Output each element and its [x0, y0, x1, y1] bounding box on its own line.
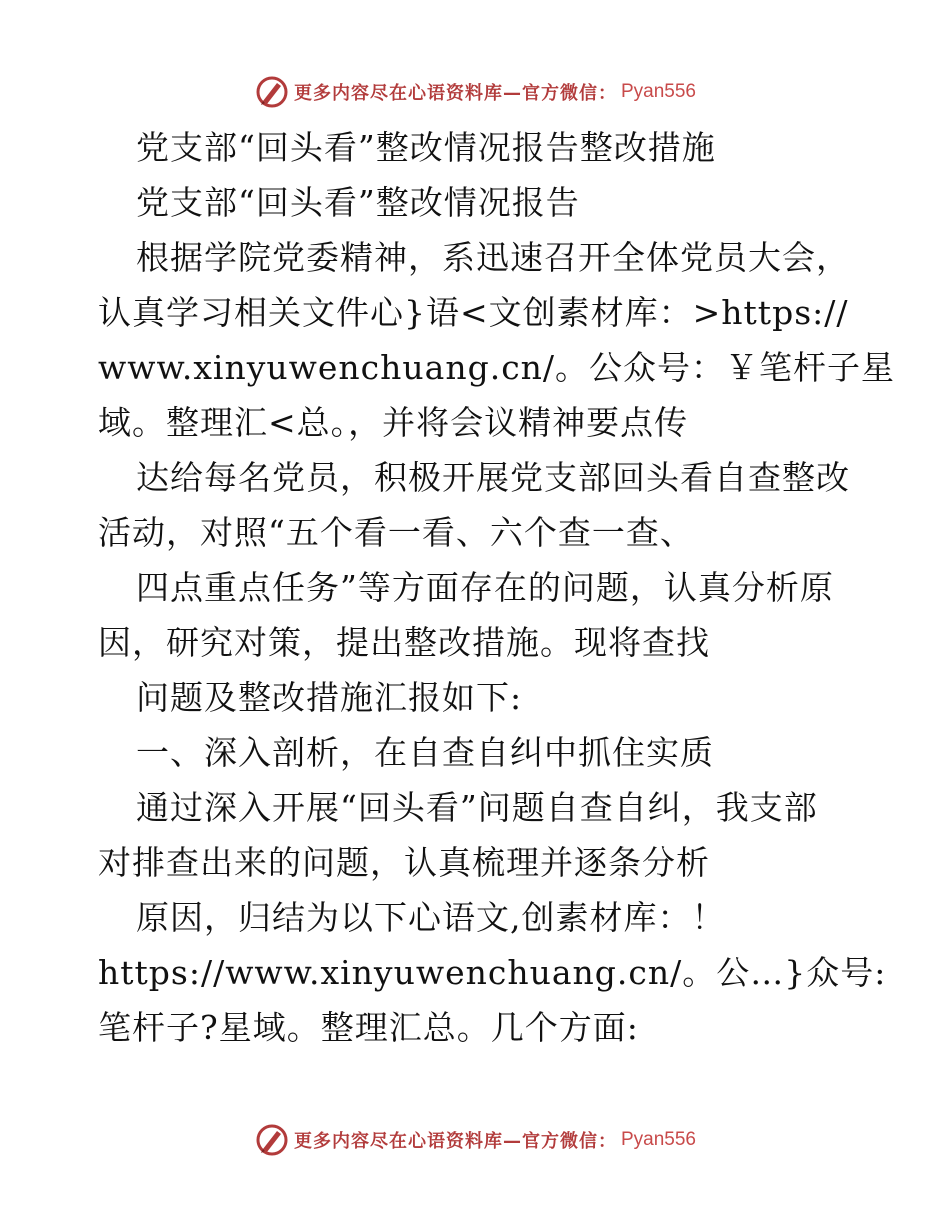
wechat-handle: Pyan556: [620, 1129, 696, 1150]
text-line: 通过深入开展“回头看”问题自查自纠，我支部: [136, 788, 818, 827]
header-banner: [0, 70, 950, 114]
wechat-handle: Pyan556: [620, 81, 696, 102]
doc-subtitle: 党支部“回头看”整改情况报告: [136, 183, 580, 222]
text-line: 认真学习相关文件心}语<文创素材库：>https://: [98, 293, 849, 332]
text-line: 根据学院党委精神，系迅速召开全体党员大会，: [136, 238, 850, 277]
text-line: 对排查出来的问题，认真梳理并逐条分析: [98, 843, 710, 882]
text-line: www.xinyuwenchuang.cn/。公众号：￥笔杆子星: [98, 348, 896, 387]
footer-banner: [0, 1118, 950, 1162]
text-line: 笔杆子?星域。整理汇总。几个方面:: [98, 1008, 639, 1047]
text-line: 活动，对照“五个看一看、六个查一查、: [98, 513, 694, 552]
banner-text: 更多内容尽在心语资料库—官方微信：: [293, 1131, 617, 1152]
pen-logo-icon: [254, 1122, 290, 1158]
text-line: 四点重点任务”等方面存在的问题，认真分析原: [136, 568, 834, 607]
text-line: 因，研究对策，提出整改措施。现将查找: [98, 623, 710, 662]
text-line: 域。整理汇<总。，并将会议精神要点传: [98, 403, 689, 442]
text-line: 原因，归结为以下心语文,创素材库：！: [136, 898, 726, 937]
text-line: 问题及整改措施汇报如下:: [136, 678, 523, 717]
section-heading: 一、深入剖析，在自查自纠中抓住实质: [136, 733, 714, 772]
banner-text: 更多内容尽在心语资料库—官方微信：: [293, 83, 617, 104]
doc-title: 党支部“回头看”整改情况报告整改措施: [136, 128, 716, 167]
pen-logo-icon: [254, 74, 290, 110]
document-body: [98, 120, 896, 1055]
text-line: https://www.xinyuwenchuang.cn/。公…}众号:: [98, 953, 887, 992]
text-line: 达给每名党员，积极开展党支部回头看自查整改: [136, 458, 850, 497]
